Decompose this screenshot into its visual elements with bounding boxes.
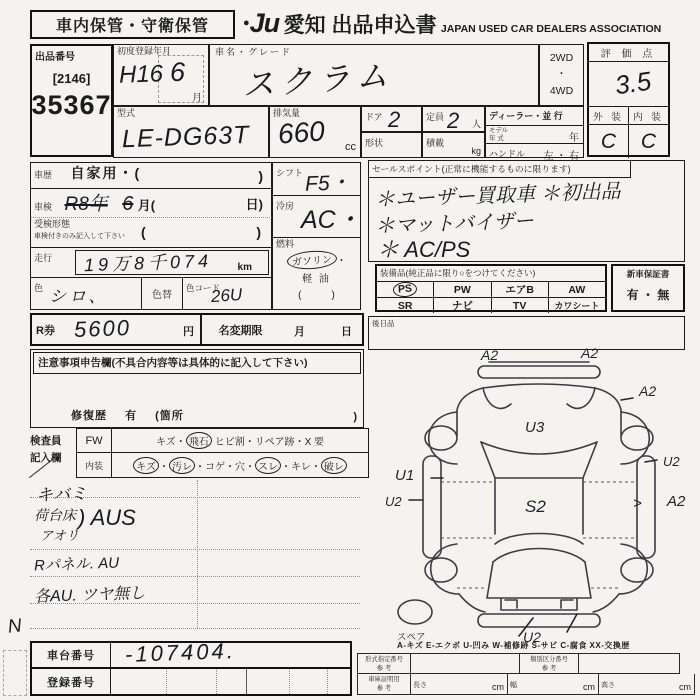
sales-line2-hw: ＊マットバイザー [374, 210, 535, 238]
shaken-month-hw: 6 [122, 193, 134, 215]
diagram-a2-right: A2 [667, 493, 686, 510]
shift-hw: F5・ [304, 171, 351, 196]
fuel-sep: ・ [336, 255, 347, 267]
inspector-label-2: 記入欄 [30, 451, 62, 464]
first-reg-label: 初度登録年月 [117, 46, 172, 56]
diagram-u2-rear: U2 [523, 629, 541, 644]
model-code-label: 型式 [117, 108, 136, 118]
dealer-box [485, 106, 584, 162]
shaken-day-printed: 日) [245, 197, 263, 212]
drive-2wd: 2WD [549, 52, 574, 64]
front-bumper [478, 366, 600, 378]
sales-points-header: セールスポイント(正常に機能するものに限ります) [369, 161, 631, 178]
rear-right-arch [619, 544, 647, 594]
mileage-row [30, 248, 272, 278]
rear-right-corner [593, 594, 619, 612]
chassis-label: 車台番号 [32, 643, 111, 667]
model-code-hw: LE-DG63T [121, 120, 250, 154]
storage-label: 車内保管・守衛保管 [30, 10, 235, 39]
rear-left-corner [459, 594, 485, 612]
door-cell [361, 106, 422, 132]
inspector-label-1: 検査員 [30, 435, 62, 447]
drive-4wd: 4WD [549, 84, 574, 97]
spare-tire [398, 600, 432, 624]
reexam-label: 受検形態 [34, 219, 71, 229]
first-reg-box [113, 44, 209, 106]
note-aori-hw: アオリ [40, 528, 79, 543]
drive-box [539, 44, 584, 106]
warranty-options: 有 ・ 無 [626, 288, 670, 302]
car-damage-diagram [383, 348, 695, 644]
sales-line1-hw: ＊ユーザー買取車 ＊初出品 [374, 180, 621, 212]
int-items-2: キレ・ [290, 461, 321, 473]
int-dot1: ・ [158, 461, 169, 473]
repair-history-label: 修復歴 [71, 410, 107, 422]
mileage-unit: km [237, 262, 252, 273]
mileage-label: 走行 [34, 253, 53, 263]
rating-score-hw: 3.5 [613, 65, 653, 101]
fw-tobiishi-circled: 飛石 [186, 432, 212, 449]
notice-header: 注意事項申告欄(不具合内容等は具体的に記入して下さい) [33, 352, 361, 374]
shift-box [272, 162, 361, 196]
btable-width-label: 幅 [510, 682, 517, 689]
note-kakuau-hw: 各AU. ツヤ無し [33, 585, 146, 606]
model-code-box [113, 106, 269, 158]
cab-side-left [457, 388, 483, 436]
load-label: 積載 [426, 138, 445, 148]
rear-window-top [495, 534, 583, 545]
rear-window-bottom [493, 549, 585, 563]
ju-logo: Ju [249, 8, 280, 38]
exterior-grade-hw: C [589, 125, 629, 158]
reexam-note: 車検付きのみ記入して下さい [34, 232, 125, 240]
shaken-row [30, 189, 272, 218]
equip-sr: SR [377, 298, 434, 313]
int-kizu-circled: キズ [133, 457, 159, 474]
diagram-a2-front-left: A2 [481, 348, 499, 363]
name-change-month: 月 [294, 326, 305, 338]
equip-tv: TV [492, 298, 549, 313]
history-close: ) [258, 168, 263, 184]
damage-legend: A-キズ E-エクボ U-凹み W-補修跡 S-サビ C-腐食 XX-交換歴 [397, 641, 630, 650]
sales-line3-hw: ＊ AC/PS [377, 237, 471, 262]
repaint-label: 色替 [141, 278, 183, 309]
inspector-fw-head: FW [77, 429, 112, 452]
equip-ps: PS [393, 281, 418, 298]
dealer-row1: ディーラー・並 行 [486, 107, 583, 126]
color-label: 色 [34, 283, 44, 293]
reexam-row [30, 218, 272, 248]
btable-height-unit: cm [679, 682, 691, 692]
windshield-bottom [481, 442, 597, 454]
btable-garage-label: 車庫証明用 [368, 676, 400, 683]
equip-leather: カワシート [554, 301, 600, 311]
first-reg-month-hw: 6 [170, 57, 186, 87]
mileage-hw: 19万8千074 [83, 250, 213, 276]
note-aus-hw: ) AUS [78, 505, 136, 530]
cab-front-edge [483, 384, 595, 388]
car-name-hw: スクラム [241, 56, 395, 104]
lot-number-box [30, 44, 113, 157]
name-change-day: 日 [341, 326, 352, 338]
car-name-box [209, 44, 539, 106]
int-sure-circled: スレ [255, 457, 281, 474]
color-code-label: 色コード [186, 283, 221, 293]
int-dot3: ・ [280, 461, 291, 473]
history-value: 自家用・( [70, 165, 142, 181]
equip-aw: AW [568, 283, 586, 296]
rating-label: 評 価 点 [589, 44, 668, 62]
form-subtitle: JAPAN USED CAR DEALERS ASSOCIATION [440, 23, 662, 35]
door-hw: 2 [388, 107, 401, 132]
cooling-label: 冷房 [276, 201, 295, 211]
a-pillar-left [483, 388, 511, 408]
fuel-box [272, 238, 361, 310]
check-mark-hw: N [6, 615, 23, 638]
color-row [30, 278, 272, 310]
front-left-wheel [425, 426, 457, 450]
cooling-box [272, 196, 361, 238]
rear-left-wheel [425, 558, 457, 582]
reg-divider-3 [246, 669, 247, 694]
dealer-model-label1: モデル [489, 127, 509, 134]
shift-label: シフト [276, 168, 304, 178]
capacity-label: 定員 [426, 112, 445, 122]
int-dot2: ・ [194, 461, 205, 473]
equipment-box [375, 264, 607, 312]
rticket-unit: 円 [183, 326, 194, 338]
displacement-unit: cc [345, 141, 356, 153]
diagram-u2-left: U2 [385, 494, 402, 509]
displacement-hw: 660 [276, 115, 326, 150]
reg-divider-4 [289, 669, 290, 694]
equipment-header: 装備品(純正品に限り○をつけてください) [377, 266, 605, 282]
rear-right-wheel [621, 558, 653, 582]
reexam-close: ) [256, 224, 261, 240]
later-items-box [368, 316, 685, 350]
slash-rear-2 [567, 614, 577, 632]
registration-row [30, 669, 352, 696]
diagram-a2-right-top: A2 [639, 383, 657, 399]
diagram-s2-bed: S2 [525, 497, 546, 516]
inspector-interior-row [76, 453, 369, 478]
btable-row1 [357, 653, 680, 674]
a-pillar-right [567, 388, 595, 408]
rear-left-arch [431, 544, 459, 594]
door-label: ドア [365, 112, 383, 122]
reg-divider-2 [216, 669, 217, 694]
int-yabure-circled: 破レ [321, 457, 347, 474]
fuel-gasoline: ガソリン [286, 249, 337, 270]
diagram-u3-hood: U3 [525, 419, 545, 436]
shape-cell [361, 132, 422, 158]
logo-dot-icon: ● [243, 17, 250, 29]
displacement-box [269, 106, 361, 158]
reg-divider-1 [166, 669, 167, 694]
note-kibami-hw: キバミ [35, 484, 88, 505]
color-hw: シロ、 [49, 287, 109, 306]
fuel-paren: ( ) [298, 289, 335, 301]
history-row [30, 162, 272, 189]
form-title: 愛知 出品申込書 [283, 14, 437, 37]
notice-box [30, 349, 364, 428]
diagram-a2-front-right: A2 [581, 348, 599, 361]
btable-garage-ref: 参 考 [376, 684, 392, 692]
fw-items-1: キズ・ [155, 437, 186, 448]
shaken-month-printed: 月( [137, 198, 156, 213]
sales-points-box [368, 160, 685, 262]
handle-options: 左 ・ 右 [543, 151, 579, 162]
displacement-label: 排気量 [273, 108, 301, 118]
chassis-hw: -107404. [124, 638, 237, 667]
fuel-diesel: 軽 油 [302, 273, 331, 285]
inspector-fw-row [76, 428, 369, 453]
cab-side-right [595, 388, 621, 436]
lot-label: 出品番号 [35, 52, 75, 63]
repair-history-opt: 有 [125, 410, 138, 422]
dealer-year-unit: 年 [569, 133, 579, 144]
logo-block [243, 8, 661, 40]
chassis-row [30, 638, 352, 669]
fuel-label: 燃料 [276, 239, 295, 249]
handle-label: ハンドル [489, 149, 526, 159]
tick-a2-right-top [621, 398, 633, 400]
rticket-row [30, 313, 364, 346]
shaken-year-hw: R8年 [64, 194, 108, 215]
shaken-label: 車検 [34, 202, 53, 212]
capacity-hw: 2 [447, 108, 460, 133]
equip-airbag: エアB [492, 282, 549, 297]
rticket-hw: 5600 [73, 315, 132, 342]
mileage-cell [75, 250, 269, 275]
reg-divider-5 [327, 669, 328, 694]
tailgate-notches [505, 600, 573, 608]
diagram-u1-left: U1 [395, 467, 415, 484]
diagram-arrow: > [633, 495, 642, 512]
btable-height-label: 高さ [601, 682, 615, 689]
inspector-label [30, 433, 74, 467]
btable-class-ref: 参 考 [541, 664, 557, 672]
note-rule-2 [30, 549, 360, 550]
rear-bumper [478, 614, 600, 627]
drive-dot: ・ [556, 68, 567, 81]
capacity-cell [422, 106, 485, 132]
name-change-title: 名変期限 [218, 325, 263, 337]
rating-box [587, 42, 670, 157]
first-reg-year-hw: H16 [118, 60, 164, 89]
btable-length-unit: cm [492, 682, 504, 692]
corner-dashed-box [3, 650, 27, 696]
cooling-hw: AC・ [301, 206, 361, 234]
note-rule-5 [30, 628, 360, 629]
color-code-hw: 26U [210, 284, 243, 307]
exterior-label: 外 装 [589, 107, 629, 124]
capacity-unit: 人 [471, 119, 481, 129]
btable-class-value [579, 654, 679, 673]
note-rpanel-hw: Rパネル. AU [33, 554, 120, 575]
tailgate-sides [487, 562, 591, 598]
registration-label: 登録番号 [32, 669, 111, 694]
btable-model-spec-value [411, 654, 520, 673]
btable-model-spec-label: 形式指定番号 [365, 656, 403, 663]
note-rule-3 [30, 576, 360, 577]
reexam-open: ( [141, 224, 146, 240]
btable-width-unit: cm [583, 682, 595, 692]
history-label: 車歴 [34, 170, 53, 180]
int-items-1: コゲ・穴・ [204, 461, 255, 473]
btable-row2 [357, 674, 695, 695]
equip-pw: PW [434, 282, 491, 297]
interior-label: 内 装 [633, 111, 664, 123]
warranty-label: 新車保証書 [626, 269, 670, 279]
fw-items-2: ヒビ割・リペア跡・X 要 [214, 437, 325, 448]
later-items-label: 後日品 [372, 319, 395, 328]
load-unit: kg [471, 146, 481, 156]
btable-class-label: 類別区分番号 [530, 656, 568, 663]
repair-history-close: ) [353, 411, 357, 423]
lot-bracket: [2146] [52, 71, 91, 86]
left-side-rail [423, 456, 441, 558]
dealer-model-label2: 年 式 [489, 134, 504, 142]
rticket-label: R券 [36, 325, 55, 337]
btable-model-spec-ref: 参 考 [376, 664, 392, 672]
spare-label: スペア [397, 632, 426, 643]
equip-navi: ナビ [434, 298, 491, 313]
lot-number: 35367 [31, 90, 112, 120]
repair-history-open: (箇所 [155, 410, 184, 422]
front-right-wheel [621, 426, 653, 450]
warranty-box [611, 264, 685, 312]
first-reg-month-unit: 月 [192, 93, 202, 104]
load-cell [422, 132, 485, 158]
inspector-int-head: 内装 [77, 453, 112, 477]
interior-grade-hw: C [640, 129, 657, 153]
note-nidaiyuka-hw: 荷台床 [34, 507, 76, 523]
note-rule-vertical [197, 480, 198, 628]
car-name-label: 車名・グレード [215, 47, 293, 57]
btable-length-label: 長さ [413, 682, 427, 689]
shape-label: 形状 [365, 138, 384, 148]
int-yogore-circled: 汚レ [169, 457, 195, 474]
diagram-u2-right-top: U2 [663, 454, 680, 469]
